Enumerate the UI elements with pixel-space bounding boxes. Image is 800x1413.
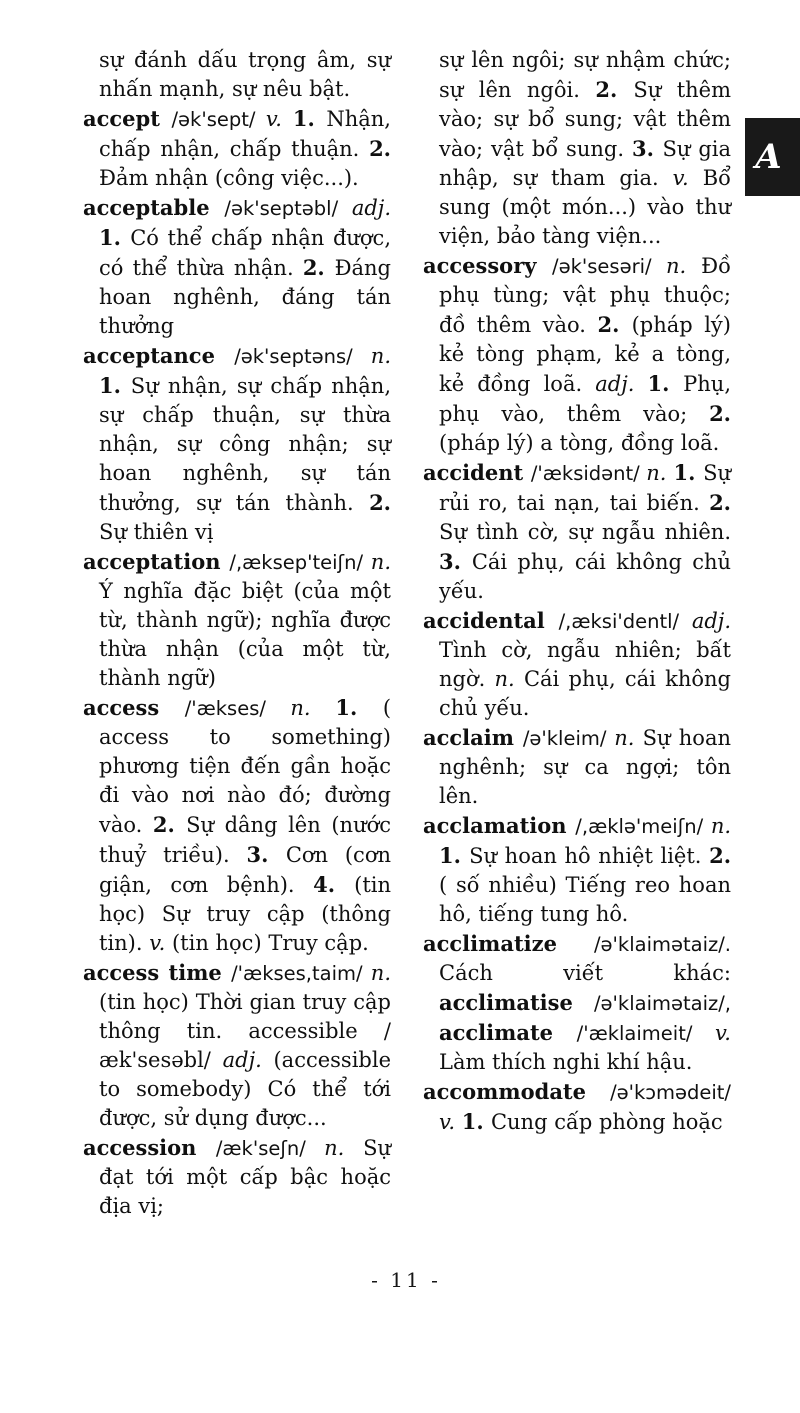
entry-text: ( số nhiều) Tiếng reo hoan hô, tiếng tung hô. [439,873,731,926]
entry-pos-label: n. [666,254,702,278]
entry-bold-text: accident [423,460,531,485]
entry-text: Sự rủi ro, tai nạn, tai biến. [439,461,731,515]
entry-phonetic: /ək'septəns/ [234,345,371,368]
entry-bold-text: accession [83,1135,216,1160]
entry-pos-label: v. [714,1021,731,1045]
entry-pos-label: adj. [691,609,731,633]
entry-text: (tin học) Sự truy cập (thông tin). [99,873,392,955]
entry-bold-text: acclamation [423,813,576,838]
entry-phonetic: /'ækses/ [184,697,291,720]
entry-text: Sự tình cờ, sự ngẫu nhiên. [439,520,731,544]
entry-bold-text: 1. [673,460,704,485]
entry-phonetic: /,æksep'teiʃn/ [229,551,371,574]
entry-phonetic: /ək'septəbl/ [224,197,352,220]
entry-phonetic: /ə'kɔmədeit/ [610,1081,731,1104]
entry-bold-text: 1. [335,695,383,720]
entry-phonetic: /,æklə'meiʃn/ [575,815,711,838]
entry-text: Cách viết khác: [439,961,731,985]
entry-pos-label: n. [370,344,391,368]
entry-bold-text: 2. [302,255,335,280]
entry-text: Bổ sung (một món...) vào thư viện, bảo tàng viện... [439,166,731,248]
dictionary-entry [83,1133,391,1221]
entry-text: (tin học) Truy cập. [171,931,369,955]
entry-text: Đồ phụ tùng; vật phụ thuộc; đồ thêm vào. [439,254,731,337]
entry-phonetic: /'æksidənt/ [530,462,647,485]
dictionary-entry [83,693,391,958]
entry-pos-label: n. [710,814,732,838]
entry-text: Sự hoan hô nhiệt liệt. [469,844,710,868]
entry-text: Cơn (cơn giận, cơn bệnh). [99,843,391,897]
entry-bold-text: 2. [152,812,187,837]
entry-text: sự lên ngôi; sự nhậm chức; sự lên ngôi. [439,48,731,102]
entry-bold-text: 3. [631,136,663,161]
entry-pos-label: n. [324,1136,364,1160]
entry-text: (pháp lý) a tòng, đồng loã. [439,431,720,455]
entry-text: Sự thêm vào; sự bổ sung; vật thêm vào; vật bổ sung. [439,78,732,161]
right-column [423,46,731,1221]
entry-text: Sự thiên vị [99,520,214,544]
entry-bold-text: 2. [369,136,391,161]
entry-bold-text: 2. [595,77,634,102]
dictionary-entry [423,1077,731,1137]
entry-bold-text: acceptance [83,343,235,368]
entry-pos-label: n. [646,461,674,485]
entry-text: ( access to something) phương tiện đến gần hoặc đi vào nơi nào đó; đường vào. [99,696,392,837]
dictionary-entry [423,929,731,1077]
dictionary-entry [83,104,391,193]
entry-bold-text: 2. [369,490,391,515]
entry-phonetic: /ə'klaimətaiz/. [593,933,731,956]
entry-bold-text: acclimatize [423,931,594,956]
entry-pos-label: n. [290,696,336,720]
entry-text: Có thể chấp nhận được, có thể thừa nhận. [99,226,391,280]
entry-text: Phụ, phụ vào, thêm vào; [439,372,732,426]
entry-text: Sự gia nhập, sự tham gia. [439,137,732,190]
dictionary-entry [83,958,391,1133]
page-number: - 11 - [371,1268,441,1292]
entry-text: (accessible to somebody) Có thể tới được, sử dụng được... [99,1048,392,1130]
entry-pos-label: adj. [351,196,391,220]
dictionary-entry [423,606,731,723]
entry-text: Ý nghĩa đặc biệt (của một từ, thành ngữ); nghĩa được thừa nhận (của một từ, thành ngữ) [99,579,391,690]
dictionary-entry [423,811,731,929]
entry-bold-text: 2. [709,843,732,868]
entry-text: Cái phụ, cái không chủ yếu. [439,550,732,603]
dictionary-entry [83,193,391,341]
thumb-index-tab [745,118,800,196]
dictionary-entry [83,341,391,547]
entry-bold-text: 4. [313,872,355,897]
entry-bold-text: accommodate [423,1079,611,1104]
dictionary-entry [423,723,731,811]
entry-bold-text: acceptable [83,195,225,220]
entry-bold-text: accidental [423,608,559,633]
entry-phonetic: /ək'sept/ [171,108,266,131]
entry-bold-text: 1. [439,843,470,868]
entry-text: Cung cấp phòng hoặc [490,1110,723,1134]
entry-pos-label: v. [672,166,703,190]
thumb-index-letter: A [755,137,782,177]
entry-text: (pháp lý) kẻ tòng phạm, kẻ a tòng, kẻ đồng loã. [439,313,731,396]
entry-text: Đáng hoan nghênh, đáng tán thưởng [99,256,391,338]
entry-phonetic: /æk'seʃn/ [215,1137,325,1160]
entry-text: Đảm nhận (công việc...). [99,166,359,190]
entry-text: Nhận, chấp nhận, chấp thuận. [99,107,391,161]
entry-phonetic: /ə'kleim/ [522,727,615,750]
entry-bold-text: 2. [597,312,632,337]
entry-pos-label: v. [265,107,293,131]
entry-text: Sự nhận, sự chấp nhận, sự chấp thuận, sự thừa nhận, sự công nhận; sự hoan nghênh, sự tán thưởng, sự tán thành. [99,374,391,515]
entry-text: Sự dâng lên (nước thuỷ triều). [99,813,391,867]
entry-bold-text: 3. [439,549,472,574]
entry-phonetic: /ək'sesəri/ [552,255,667,278]
entry-continuation [83,46,391,104]
left-column [83,46,391,1221]
entry-bold-text: acceptation [83,549,230,574]
entry-bold-text: 1. [99,373,131,398]
entry-bold-text: 1. [461,1109,491,1134]
entry-pos-label: n. [370,550,391,574]
entry-phonetic: /ə'klaimətaiz/, [593,992,731,1015]
entry-pos-label: v. [149,931,172,955]
entry-bold-text: access time [83,960,232,985]
dictionary-entry [83,547,391,693]
entry-pos-label: v. [439,1110,462,1134]
entry-text: Tình cờ, ngẫu nhiên; bất ngờ. [439,638,731,691]
entry-pos-label: adj. [595,372,648,396]
entry-bold-text: acclimatise [439,990,594,1015]
entry-phonetic: /'æklaimeit/ [576,1022,715,1045]
entry-bold-text: 3. [246,842,286,867]
entry-text: sự đánh dấu trọng âm, sự nhấn mạnh, sự nêu bật. [99,48,391,101]
entry-bold-text: accessory [423,253,553,278]
entry-bold-text: accept [83,106,172,131]
entry-pos-label: adj. [222,1048,274,1072]
entry-text: Sự hoan nghênh; sự ca ngợi; tôn lên. [439,726,731,808]
entry-text: (tin học) Thời gian truy cập thông tin. accessible / æk'sesəbl/ [99,990,391,1072]
entry-bold-text: 2. [709,401,731,426]
entry-text: Sự đạt tới một cấp bậc hoặc địa vị; [99,1136,391,1218]
text-columns [83,46,731,1221]
dictionary-entry [423,251,731,458]
entry-bold-text: 1. [99,225,131,250]
entry-phonetic: /'ækses,taim/ [231,962,371,985]
entry-bold-text: 1. [292,106,327,131]
entry-bold-text: 1. [647,371,684,396]
entry-pos-label: n. [370,961,391,985]
entry-phonetic: /,æksi'dentl/ [558,610,692,633]
entry-bold-text: acclimate [439,1020,577,1045]
dictionary-entry [423,458,731,606]
entry-text: Cái phụ, cái không chủ yếu. [439,667,731,720]
entry-continuation [423,46,731,251]
entry-pos-label: n. [494,667,524,691]
entry-bold-text: 2. [709,490,731,515]
entry-bold-text: access [83,695,185,720]
entry-text: Làm thích nghi khí hậu. [439,1050,693,1074]
entry-bold-text: acclaim [423,725,523,750]
entry-pos-label: n. [614,726,643,750]
